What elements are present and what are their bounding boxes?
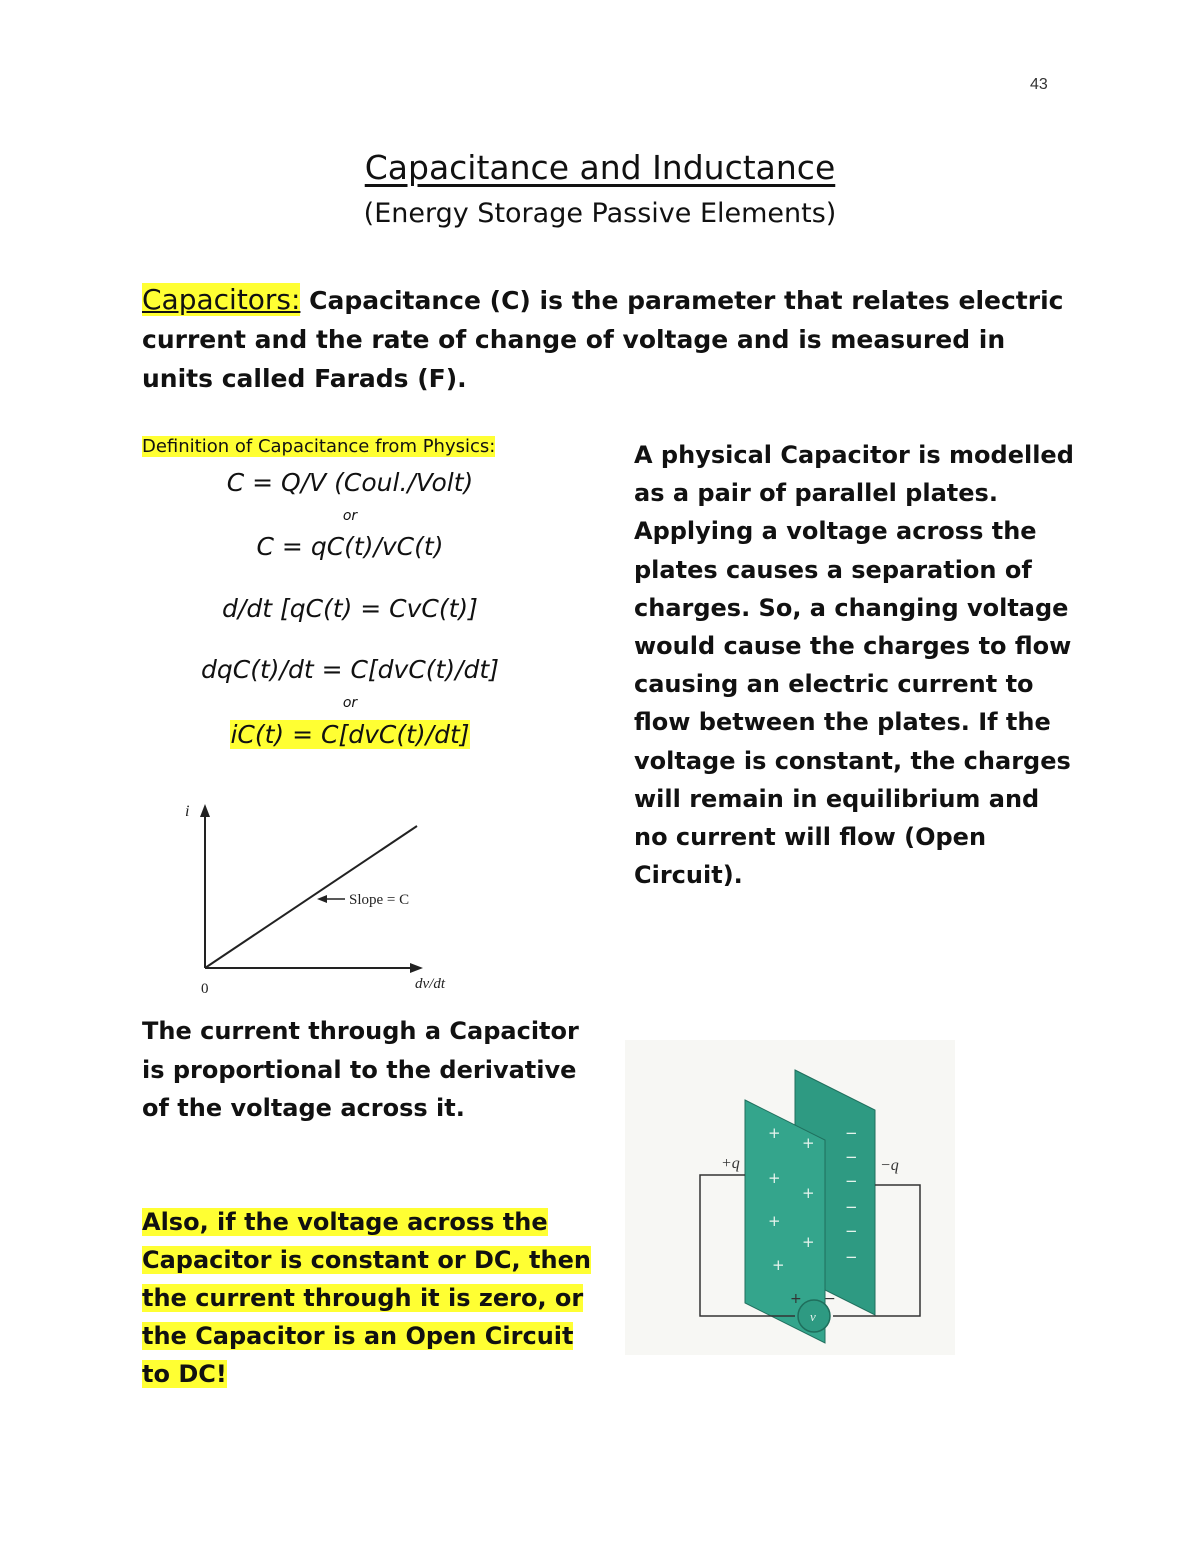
svg-text:+: + — [768, 1212, 781, 1230]
svg-text:−: − — [845, 1198, 858, 1216]
plus-q-label: +q — [721, 1155, 740, 1172]
capacitors-intro-text: Capacitance (C) is the parameter that relates electric current and the rate of change of voltage and is measured in units called Farads (F). — [142, 286, 1064, 393]
svg-text:−: − — [845, 1148, 858, 1166]
svg-text:+: + — [802, 1233, 815, 1251]
equation-1: C = Q/V (Coul./Volt) — [226, 468, 474, 497]
equation-4: dqC(t)/dt = C[dvC(t)/dt] — [201, 655, 499, 684]
page-subtitle: (Energy Storage Passive Elements) — [363, 198, 837, 229]
slope-pointer-arrow — [317, 895, 327, 903]
current-vs-dvdt-graph — [145, 790, 465, 1005]
graph-x-arrow — [410, 963, 423, 973]
dc-open-circuit-text: Also, if the voltage across the Capacitor is constant or DC, then the current through it is zero, or the Capacitor is an Open Circuit to DC! — [142, 1208, 591, 1388]
equation-or-1: or — [342, 508, 358, 524]
graph-y-label: i — [185, 803, 190, 820]
physical-capacitor-paragraph: A physical Capacitor is modelled as a pair of parallel plates. Applying a voltage across the plates causes a separation of charges. So, a changing voltage would cause the charges to flow causing an electric current to flow between the plates. If the voltage is constant, the charges will remain in equilibrium and no current will flow (Open Circuit). — [634, 441, 1074, 890]
svg-text:−: − — [845, 1124, 858, 1142]
graph-x-label: dv/dt — [415, 976, 445, 992]
source-minus-sign: − — [824, 1291, 836, 1307]
graph-origin-label: 0 — [201, 981, 209, 997]
svg-text:+: + — [772, 1256, 785, 1274]
equation-5: iC(t) = C[dvC(t)/dt] — [230, 720, 470, 749]
svg-text:−: − — [845, 1172, 858, 1190]
svg-text:+: + — [802, 1134, 815, 1152]
voltage-source-label: v — [810, 1309, 816, 1324]
graph-slope-label: Slope = C — [349, 892, 410, 908]
capacitors-intro — [142, 280, 1072, 398]
svg-text:+: + — [768, 1169, 781, 1187]
page-title: Capacitance and Inductance — [364, 148, 836, 187]
capacitors-label: Capacitors: — [142, 283, 301, 316]
svg-text:−: − — [845, 1222, 858, 1240]
dc-open-circuit-paragraph — [142, 1203, 592, 1393]
svg-text:+: + — [768, 1124, 781, 1142]
parallel-plate-capacitor-figure — [625, 1040, 955, 1355]
source-plus-sign: + — [790, 1291, 802, 1307]
current-proportional-paragraph: The current through a Capacitor is proportional to the derivative of the voltage across it. — [142, 1017, 579, 1122]
page-number: 43 — [1030, 76, 1048, 93]
equation-2: C = qC(t)/vC(t) — [256, 532, 444, 561]
minus-q-label: −q — [880, 1157, 899, 1174]
definition-label: Definition of Capacitance from Physics: — [142, 436, 496, 457]
equation-5-wrap — [142, 720, 558, 749]
equation-or-2: or — [342, 695, 358, 711]
graph-y-arrow — [200, 804, 210, 817]
svg-text:−: − — [845, 1248, 858, 1266]
svg-text:+: + — [802, 1184, 815, 1202]
equation-3: d/dt [qC(t) = CvC(t)] — [222, 594, 478, 623]
